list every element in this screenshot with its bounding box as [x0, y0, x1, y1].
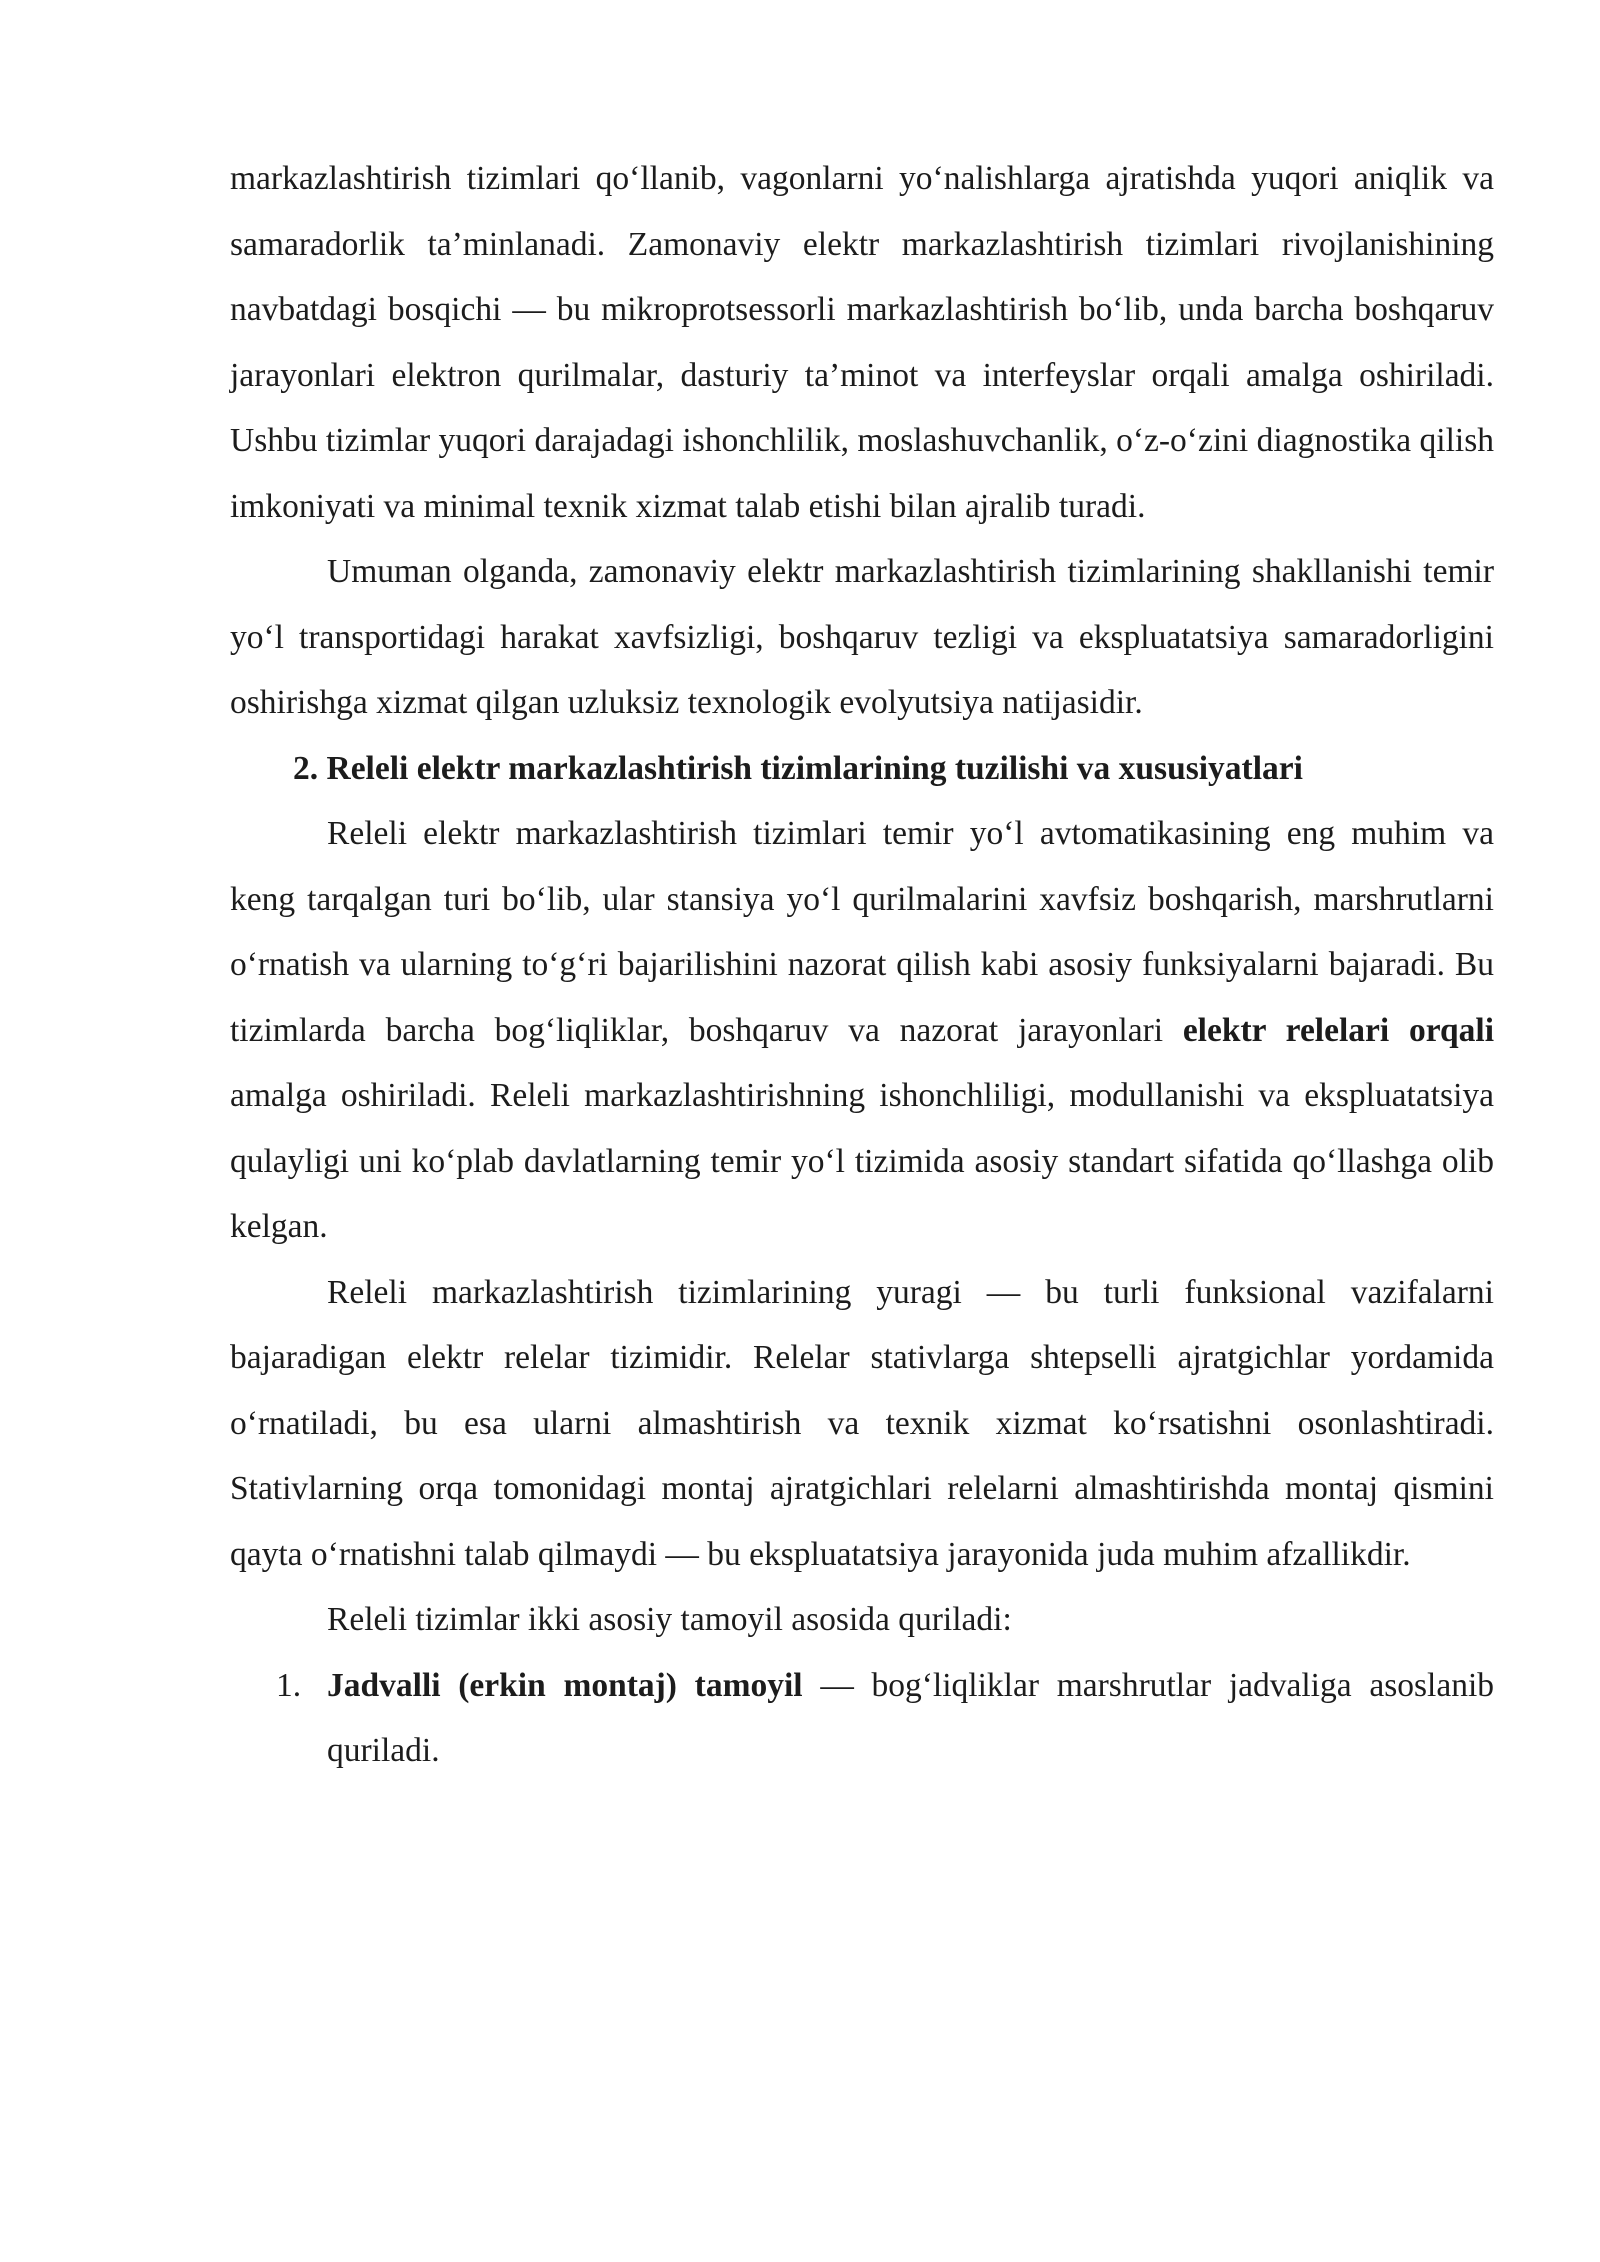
section-heading: 2. Releli elektr markazlashtirish tizimlarining tuzilishi va xususiyatlari [293, 749, 1303, 787]
paragraph-4: Releli markazlashtirish tizimlarining yuragi — bu turli funksional vazifalarni bajaradigan elektr relelar tizimidir. Relelar stativlarga shtepselli ajratgichlar yordamida o‘rnatiladi, bu esa ularni almashtirish va texnik xizmat ko‘rsatishni osonlashtiradi. Stativlarning orqa tomonidagi montaj ajratgichlari relelarni almashtirishda montaj qismini qayta o‘rnatishni talab qilmaydi — bu ekspluatatsiya jarayonida juda muhim afzallikdir. [230, 1273, 1494, 1573]
paragraph-3 [230, 801, 1494, 1260]
list-item-text: — bog‘liqliklar marshrutlar jadvaliga asoslanib quriladi. [327, 1666, 1495, 1769]
list-item-number: 1. [276, 1666, 302, 1704]
list-item [230, 1653, 1494, 1784]
list-item-bold: Jadvalli (erkin montaj) tamoyil [327, 1666, 803, 1704]
paragraph-3-end: amalga oshiriladi. Releli markazlashtirishning ishonchliligi, modullanishi va ekspluatatsiya qulayligi uni ko‘plab davlatlarning temir yo‘l tizimida asosiy standart sifatida qo‘llashga olib kelgan. [230, 1077, 1494, 1245]
paragraph-3-bold: elektr relelari orqali [1182, 1011, 1495, 1049]
paragraph-2: Umuman olganda, zamonaviy elektr markazlashtirish tizimlarining shakllanishi temir yo‘l transportidagi harakat xavfsizligi, boshqaruv tezligi va ekspluatatsiya samaradorligini oshirishga xizmat qilgan uzluksiz texnologik evolyutsiya natijasidir. [230, 553, 1494, 721]
document-page [230, 146, 1494, 1784]
paragraph-5: Releli tizimlar ikki asosiy tamoyil asosida quriladi: [327, 1601, 1012, 1638]
paragraph-1: markazlashtirish tizimlari qo‘llanib, vagonlarni yo‘nalishlarga ajratishda yuqori aniqlik va samaradorlik ta’minlanadi. Zamonaviy elektr markazlashtirish tizimlari rivojlanishining navbatdagi bosqichi — bu mikroprotsessorli markazlashtirish bo‘lib, unda barcha boshqaruv jarayonlari elektron qurilmalar, dasturiy ta’minot va interfeyslar orqali amalga oshiriladi. Ushbu tizimlar yuqori darajadagi ishonchlilik, moslashuvchanlik, o‘z-o‘zini diagnostika qilish imkoniyati va minimal texnik xizmat talab etishi bilan ajralib turadi. [230, 160, 1494, 525]
paragraph-3-start: Releli elektr markazlashtirish tizimlari temir yo‘l avtomatikasining eng muhim va keng tarqalgan turi bo‘lib, ular stansiya yo‘l qurilmalarini xavfsiz boshqarish, marshrutlarni o‘rnatish va ularning to‘g‘ri bajarilishini nazorat qilish kabi asosiy funksiyalarni bajaradi. Bu tizimlarda barcha bog‘liqliklar, boshqaruv va nazorat jarayonlari [230, 815, 1494, 1049]
